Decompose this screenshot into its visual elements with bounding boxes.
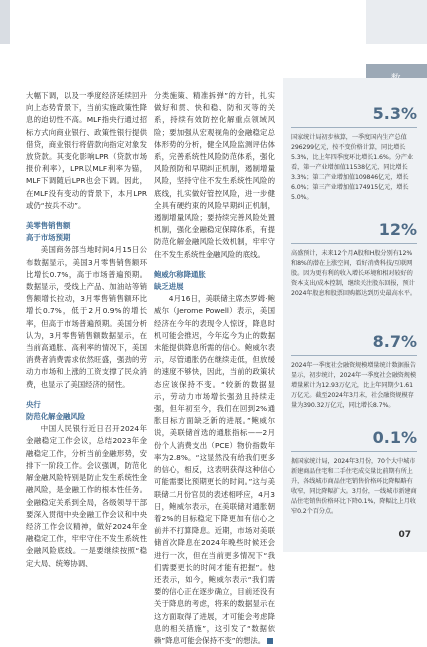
stat-equity-outlook [291, 220, 417, 299]
stat-divider [291, 127, 417, 128]
header-accent-bar [0, 0, 10, 44]
heading-line: 防范化解金融风险 [26, 412, 86, 422]
paragraph [154, 293, 275, 647]
heading-line: 美零售销售额 [26, 221, 71, 231]
page-number: 07 [398, 530, 411, 540]
stats-panel [283, 78, 427, 552]
stat-value: 12% [378, 220, 417, 239]
stat-value: 8.7% [372, 332, 417, 351]
paragraph: 中国人民银行近日召开2024年金融稳定工作会议，总结2023年金融稳定工作，分析当前金融形势，安排下一阶段工作。会议强调，防范化解金融风险特别是防止发生系统性金融风险，是金融工作的根本性任务。金融稳定关系到全局，各级领导干部要深入贯彻中央金融工作会议和中央经济工作会议精神，做好2024年金融稳定工作，牢牢守住不发生系统性金融风险底线。一是要继续按照“稳定大局、统筹协调、 [26, 424, 147, 568]
stat-text: 据国家统计局，2024年3月份，70个大中城市新建商品住宅和二手住宅成交量比前期有所上升，各线城市商品住宅销售价格环比降幅略有收窄，同比降幅扩大。3月份，一线城市新建商品住宅销售价格环比下降0.1%，降幅比上月收窄0.2个百分点。 [291, 458, 417, 515]
article-end-mark [267, 638, 273, 644]
stat-value: 5.3% [372, 104, 417, 123]
section-heading [154, 269, 275, 293]
stat-value: 0.1% [372, 428, 417, 447]
paragraph: 美国商务部当地时间4月15日公布数据显示，美国3月零售销售额环比增长0.7%，高于市场普遍预期。数据显示，受线上产品、加油站等销售额增长拉动，3月零售销售额环比增长0.7%，低于2月0.9%的增长率，但高于市场普遍预期。美国分析认为，3月零售销售额数据显示，在当前高通胀、高利率的情况下，美国消费者消费需求依然旺盛，强劲的劳动力市场和上涨的工资支撑了民众消费，也显示了美国经济的韧性。 [26, 245, 147, 389]
heading-line: 鲍威尔称降通胀 [154, 269, 206, 279]
stat-text: 2024年一季度社会融资规模增量统计数据报告显示，初步统计，2024年一季度社会融资规模增量累计为12.93万亿元，比上年同期少1.61万亿元。截至2024年3月末，社会融资规模存量为390.32万亿元，同比增长8.7%。 [291, 362, 416, 409]
paragraph: 分类施策、精准拆弹”的方针，扎实做好和贯、快和稳、防和灭等的关系，持续有效防控化解重点领域风险；要加强从宏观视角的金融稳定总体形势的分析，健全风险监测评估体系，完善系统性风险防范体系，强化风险预防和早期纠正机制，遏制增量风险，坚持守住不发生系统性风险的底线，扎实做好管控风险，进一步健全具有硬约束的风险早期纠正机制，遏制增量风险；要持续完善风险处置机制，强化金融稳定保障体系，有提防范化解金融风险长效机制，牢牢守住不发生系统性金融风险的底线。 [154, 91, 275, 259]
stat-gdp [291, 104, 417, 203]
stat-housing-prices [291, 428, 417, 517]
paragraph-text: 4月16日，美联储主席杰罗姆·鲍威尔（Jerome Powell）表示，美国经济在今年的表现令人惊讶，降息时机可能会推迟，今年迄今为止的数据未能提供降息所需的信心。鲍威尔表示，尽管通胀仍在继续走低，但放缓的速度不够快，因此，当前的政策状态应该保持不变。“较新的数据显示，劳动力市场增长强劲且持续走强，但年初至今，我们在回到2%通胀目标方面缺乏新的进展。”鲍威尔说，美联储首选的通胀指标——2月份个人消费支出（PCE）物价指数年率为2.8%。“这显然没有给我们更多的信心，相反，这表明获得这种信心可能需要比预期更长的时间。”这与美联储二月份官员的表述相呼应，4月3日，鲍威尔表示，在美联储对通胀朝着2%的目标稳定下降更加有信心之前并不打算降息。近期，市场对美联储首次降息在2024年晚些时候还会进行一次，但在当前更多情况下“我们需要更长的时间才能有把握”。他还表示，如今，鲍威尔表示“我们需要的信心正在逐步确立，目前还没有关于降息的考虑，将来的数据显示在这方面取得了进展，才可能会考虑降息的相关措施”，这引发了“数据依赖”降息可能会保持不变”的想法。 [154, 294, 275, 645]
stat-text: 国家统计局初步核算，一季度国内生产总值296299亿元，按不变价格计算，同比增长5.3%，比上年四季度环比增长1.6%。分产业看，第一产业增加值11538亿元，同比增长3.3%；第二产业增加值109846亿元，增长6.0%；第三产业增加值174915亿元，增长5.0%。 [291, 134, 413, 201]
stat-text: 高盛预计，未来12个月A股和H股分别有12%和8%的潜在上涨空间，看好消费科技/互联网股。因为更有利的收入增长环境和相对较好的资本支出/成本控制，继续关注股东回报，预计2024年股息和股票回购都达到历史最高水平。 [291, 250, 416, 297]
stat-divider [291, 243, 417, 244]
article-column-left [26, 90, 147, 570]
section-heading [26, 220, 147, 244]
heading-line: 央行 [26, 399, 41, 409]
stat-divider [291, 355, 417, 356]
stat-social-financing [291, 332, 417, 411]
section-heading [26, 399, 147, 423]
paragraph: 大幅下调，以及一季度经济延续回升向上态势背景下，当前实施政策性降息的迫切性不高。MLF指央行通过招标方式向商业银行、政策性银行提供借贷，商业银行将借款向指定对象发放贷款。其变化影响LPR（贷款市场报价利率），LPR以MLF利率为锚，MLF下调随后LPR也会下调。因此，在MLF没有变动的背景下，本月LPR或仍“按兵不动”。 [26, 91, 147, 210]
heading-line: 缺乏进展 [154, 282, 184, 292]
stat-divider [291, 451, 417, 452]
article-column-middle [154, 90, 275, 647]
header-corner-block [366, 0, 427, 44]
heading-line: 高于市场预期 [26, 233, 71, 243]
